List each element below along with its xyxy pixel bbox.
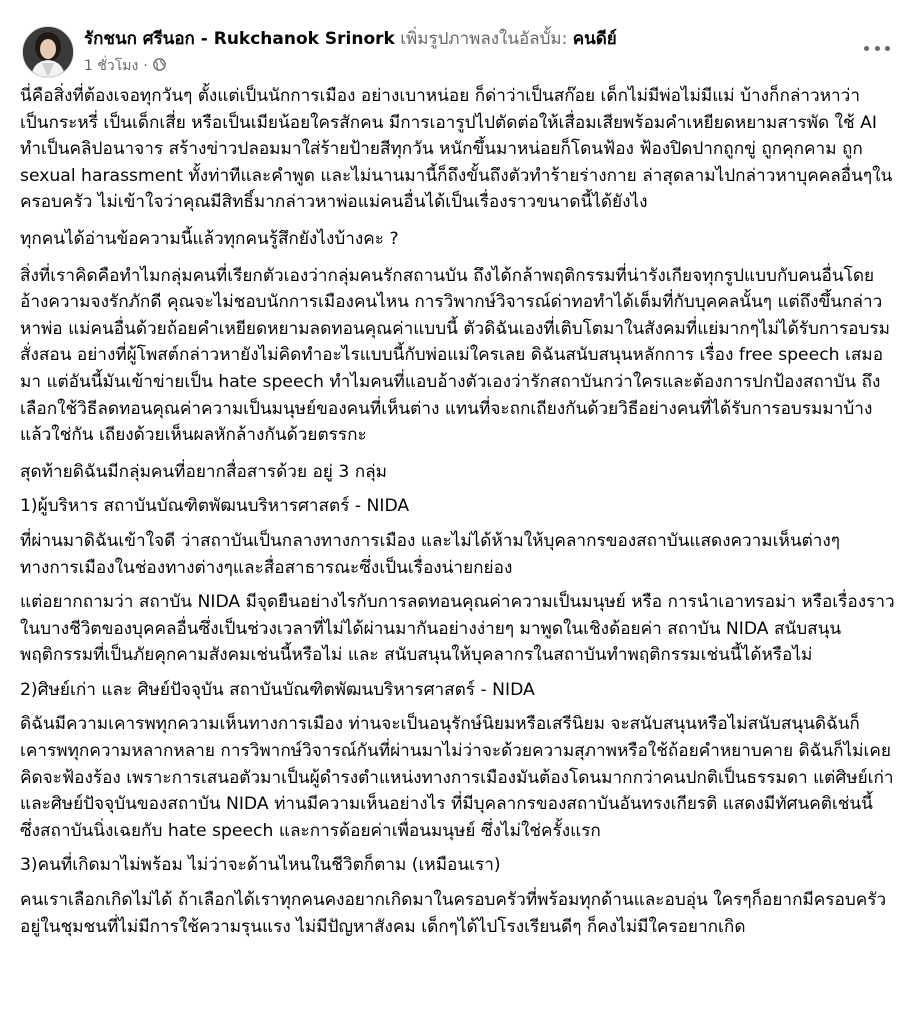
author-name[interactable]: รักชนก ศรีนอก - Rukchanok Srinork	[84, 29, 395, 49]
post-paragraph-1: นี่คือสิ่งที่ต้องเจอทุกวันๆ ตั้งแต่เป็นนักการเมือง อย่างเบาหน่อย ก็ด่าว่าเป็นสก๊อย เด็กไม่มีพ่อไม่มีแม่ บ้างก็กล่าวหาว่าเป็นกระหรี่ เป็นเด็กเสี่ย หรือเป็นเมียน้อยใครสักคน มีการเอารูปไปตัดต่อให้เสื่อมเสียพร้อมคำเหยียดหยามสารพัด ใช้ AI ทำเป็นคลิปอนาจาร สร้างข่าวปลอมมาใส่ร้ายป้ายสีทุกวัน หนักขึ้นมาหน่อยก็โดนฟ้อง ฟ้องปิดปากถูกขู่ ถูกคุกคาม ถูก sexual harassment ทั้งท่าทีและคำพูด และไม่นานมานี้ก็ถึงขั้นถึงตัวทำร้ายร่างกาย ล่าสุดลามไปกล่าวหาบุคคลอื่นๆในครอบครัว ไม่เข้าใจว่าคุณมีสิทธิ์มากล่าวหาพ่อแม่คนอื่นได้เป็นเรื่องราวขนาดนี้ได้ยังไง	[20, 86, 893, 213]
post-paragraph-10: 3)คนที่เกิดมาไม่พร้อม ไม่ว่าจะด้านไหนในชีวิตก็ตาม (เหมือนเรา)	[20, 855, 501, 876]
globe-icon[interactable]	[153, 58, 166, 75]
post-paragraph-4: สุดท้ายดิฉันมีกลุ่มคนที่อยากสื่อสารด้วย อยู่ 3 กลุ่ม	[20, 461, 388, 482]
post-paragraph-8: 2)ศิษย์เก่า และ ศิษย์ปัจจุบัน สถาบันบัณฑิตพัฒนบริหารศาสตร์ - NIDA	[20, 679, 535, 700]
post-paragraph-9: ดิฉันมีความเคารพทุกความเห็นทางการเมือง ท่านจะเป็นอนุรักษ์นิยมหรือเสรีนิยม จะสนับสนุนหรือไม่สนับสนุนดิฉันก็เคารพทุกความหลากหลาย การวิพากษ์วิจารณ์กันที่ผ่านมาไม่ว่าจะด้วยความสุภาพหรือใช้ถ้อยคำหยาบคาย ดิฉันก็ไม่เคยคิดจะฟ้องร้อง เพราะการเสนอตัวมาเป็นผู้ดำรงตำแหน่งทางการเมืองมันต้องโดนมากกว่าคนปกติเป็นธรรมดา แต่ศิษย์เก่าและศิษย์ปัจจุบันของสถาบัน NIDA ท่านมีความเห็นอย่างไร ที่มีบุคลากรของสถาบันอันทรงเกียรติ แสดงมีทัศนคติเช่นนี้ ซึ่งสถาบันนิ่งเฉยกับ hate speech และการด้อยค่าเพื่อนมนุษย์ ซึ่งไม่ใช่ครั้งแรก	[20, 714, 894, 841]
author-line	[84, 28, 617, 50]
post-meta	[84, 55, 166, 77]
post-action-text: เพิ่มรูปภาพลงในอัลบั้ม:	[394, 29, 573, 49]
meta-separator: ·	[143, 58, 148, 74]
post-body	[20, 83, 898, 948]
post-paragraph-3: สิ่งที่เราคิดคือทำไมกลุ่มคนที่เรียกตัวเองว่ากลุ่มคนรักสถานบัน ถึงได้กล้าพฤติกรรมที่น่ารังเกียจทุกรูปแบบกับคนอื่นโดยอ้างความจงรักภักดี คุณจะไม่ชอบนักการเมืองคนไหน การวิพากษ์วิจารณ์ด่าทอทำได้เต็มที่กับบุคคลนั้นๆ แต่ถึงขึ้นกล่าวหาพ่อ แม่คนอื่นด้วยถ้อยคำเหยียดหยามลดทอนคุณค่าแบบนี้ ตัวดิฉันเองที่เติบโตมาในสังคมที่แย่มากๆไม่ได้รับการอบรมสั่งสอน อย่างที่ผู้โพสต์กล่าวหายังไม่คิดทำอะไรแบบนี้กับพ่อแม่ใครเลย ดิฉันสนับสนุนหลักการ เรื่อง free speech เสมอมา แต่อันนี้มันเข้าข่ายเป็น hate speech ทำไมคนที่แอบอ้างตัวเองว่ารักสถาบันกว่าใครและต้องการปกป้องสถาบัน ถึงเลือกใช้วิธีลดทอนคุณค่าความเป็นมนุษย์ของคนที่เห็นต่าง แทนที่จะถกเถียงกันด้วยวิธีอย่างคนที่ได้รับการอบรมมาบ้างแล้วใช่กัน เถียงด้วยเห็นผลหักล้างกันด้วยตรรกะ	[20, 265, 890, 446]
post-header	[0, 0, 914, 80]
album-link[interactable]: คนดีย์	[572, 29, 617, 49]
post-paragraph-2: ทุกคนได้อ่านข้อความนี้แล้วทุกคนรู้สึกยังไงบ้างคะ ?	[20, 228, 399, 249]
post-paragraph-7: แต่อยากถามว่า สถาบัน NIDA มีจุดยืนอย่างไรกับการลดทอนคุณค่าความเป็นมนุษย์ หรือ การนำเอาทรอม่า หรือเรื่องราวในบางชีวิตของบุคคลอื่นซึ่งเป็นช่วงเวลาที่ไม่ได้ผ่านมากันอย่างง่ายๆ มาพูดในเชิงด้อยค่า สถาบัน NIDA สนับสนุนพฤติกรรมที่เป็นภัยคุกคามสังคมเช่นนี้หรือไม่ และ สนับสนุนให้บุคลากรในสถาบันทำพฤติกรรมเช่นนี้ได้หรือไม่	[20, 592, 895, 666]
post-timestamp[interactable]: 1 ชั่วโมง	[84, 58, 139, 74]
post-paragraph-6: ที่ผ่านมาดิฉันเข้าใจดี ว่าสถาบันเป็นกลางทางการเมือง และไม่ได้ห้ามให้บุคลากรของสถาบันแสดงความเห็นต่างๆทางการเมืองในช่องทางต่างๆและสื่อสาธารณะซึ่งเป็นเรื่องน่ายกย่อง	[20, 530, 841, 578]
post-paragraph-11: คนเราเลือกเกิดไม่ได้ ถ้าเลือกได้เราทุกคนคงอยากเกิดมาในครอบครัวที่พร้อมทุกด้านและอบอุ่น ใครๆก็อยากมีครอบครัวอยู่ในชุมชนที่ไม่มีการใช้ความรุนแรง ไม่มีปัญหาสังคม เด็กๆได้ไปโรงเรียนดีๆ ก็คงไม่มีใครอยากเกิด	[20, 890, 887, 937]
post-paragraph-5: 1)ผู้บริหาร สถาบันบัณฑิตพัฒนบริหารศาสตร์ - NIDA	[20, 496, 410, 517]
avatar[interactable]	[22, 26, 74, 78]
avatar-image	[23, 27, 73, 77]
more-options-icon[interactable]	[864, 40, 890, 56]
